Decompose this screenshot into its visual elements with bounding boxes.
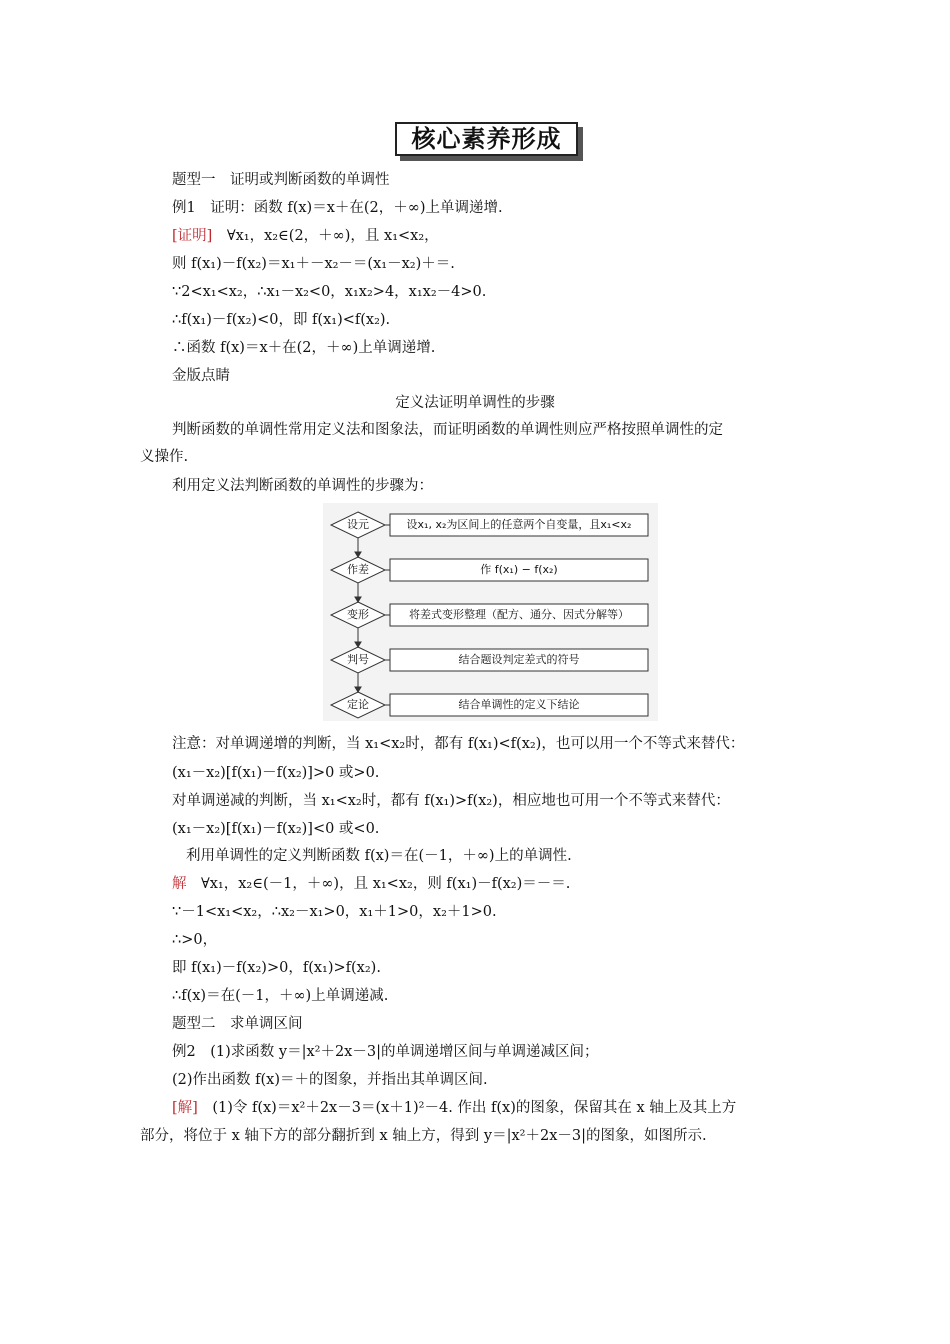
tips-para-1-cont: 义操作.: [140, 449, 189, 465]
answer-line-1-text: (1)令 f(x)＝x²＋2x－3＝(x＋1)²－4. 作出 f(x)的图象，保留其在 x 轴上及其上方: [197, 1100, 737, 1116]
step-text-2: 作 f(x₁) − f(x₂): [480, 563, 558, 576]
answer-line-2: 部分，将位于 x 轴下方的部分翻折到 x 轴上方，得到 y＝|x²＋2x－3|的图象，如图所示.: [140, 1128, 707, 1144]
note-increasing-formula: (x₁－x₂)[f(x₁)－f(x₂)]>0 或>0.: [172, 765, 380, 781]
proof-line-4: ∴f(x₁)－f(x₂)<0，即 f(x₁)<f(x₂).: [172, 312, 391, 328]
note-decreasing: 对单调递减的判断，当 x₁<x₂时，都有 f(x₁)>f(x₂)，相应地也可用一个不等式来替代：: [172, 793, 730, 809]
tips-para-2: 利用定义法判断函数的单调性的步骤为：: [172, 478, 433, 494]
step-text-1: 设x₁, x₂为区间上的任意两个自变量，且x₁<x₂: [406, 518, 632, 531]
note-increasing: 注意：对单调递增的判断，当 x₁<x₂时，都有 f(x₁)<f(x₂)，也可以用一个不等式来替代：: [172, 736, 745, 752]
example-1-statement: 例1 证明：函数 f(x)＝x＋在(2，＋∞)上单调递增.: [172, 200, 503, 216]
solution-tag: 解: [172, 876, 187, 892]
answer-line-1: [172, 1098, 736, 1118]
step-text-4: 结合题设判定差式的符号: [458, 653, 580, 666]
proof-tag: [证明]: [172, 228, 213, 244]
exercise-statement: 利用单调性的定义判断函数 f(x)＝在(－1，＋∞)上的单调性.: [186, 848, 572, 864]
proof-line-2: 则 f(x₁)－f(x₂)＝x₁＋－x₂－＝(x₁－x₂)＋＝.: [172, 256, 455, 272]
arrow-2-icon: [355, 597, 361, 602]
step-label-4: 判号: [347, 653, 369, 666]
solution-line-1: [172, 874, 570, 894]
proof-line-3: ∵2<x₁<x₂，∴x₁－x₂<0，x₁x₂>4，x₁x₂－4>0.: [172, 284, 487, 300]
proof-line-1-text: ∀x₁，x₂∈(2，＋∞)，且 x₁<x₂，: [212, 228, 439, 244]
step-label-2: 作差: [347, 563, 369, 576]
example-2-part-1: 例2 (1)求函数 y＝|x²＋2x－3|的单调递增区间与单调递减区间；: [172, 1044, 599, 1060]
note-decreasing-formula: (x₁－x₂)[f(x₁)－f(x₂)]<0 或<0.: [172, 821, 380, 837]
section-banner: [395, 122, 580, 158]
solution-conclusion: ∴f(x)＝在(－1，＋∞)上单调递减.: [172, 988, 389, 1004]
topic-heading-2: 题型二 求单调区间: [172, 1016, 303, 1032]
tips-heading: 金版点睛: [172, 368, 230, 384]
solution-line-3: ∴>0，: [172, 932, 218, 948]
step-text-3: 将差式变形整理（配方、通分、因式分解等）: [409, 608, 629, 621]
tips-title: 定义法证明单调性的步骤: [395, 395, 555, 411]
step-label-5: 定论: [347, 698, 369, 711]
answer-tag: [解]: [172, 1100, 198, 1116]
step-text-5: 结合单调性的定义下结论: [458, 698, 580, 711]
solution-line-4: 即 f(x₁)－f(x₂)>0，f(x₁)>f(x₂).: [172, 960, 381, 976]
example-2-part-2: (2)作出函数 f(x)＝＋的图象，并指出其单调区间.: [172, 1072, 488, 1088]
tips-para-1: 判断函数的单调性常用定义法和图象法，而证明函数的单调性则应严格按照单调性的定: [172, 422, 723, 438]
step-label-1: 设元: [347, 518, 369, 531]
arrow-3-icon: [355, 642, 361, 647]
topic-heading-1: 题型一 证明或判断函数的单调性: [172, 172, 390, 188]
proof-conclusion: ∴函数 f(x)＝x＋在(2，＋∞)上单调递增.: [172, 340, 436, 356]
banner-title: 核心素养形成: [395, 122, 578, 156]
step-label-3: 变形: [347, 608, 369, 621]
steps-flowchart: [323, 503, 658, 721]
solution-line-2: ∵－1<x₁<x₂，∴x₂－x₁>0，x₁＋1>0，x₂＋1>0.: [172, 904, 497, 920]
solution-line-1-text: ∀x₁，x₂∈(－1，＋∞)，且 x₁<x₂，则 f(x₁)－f(x₂)＝－＝.: [186, 876, 571, 892]
proof-line-1: [172, 226, 439, 246]
arrow-4-icon: [355, 687, 361, 692]
arrow-1-icon: [355, 552, 361, 557]
